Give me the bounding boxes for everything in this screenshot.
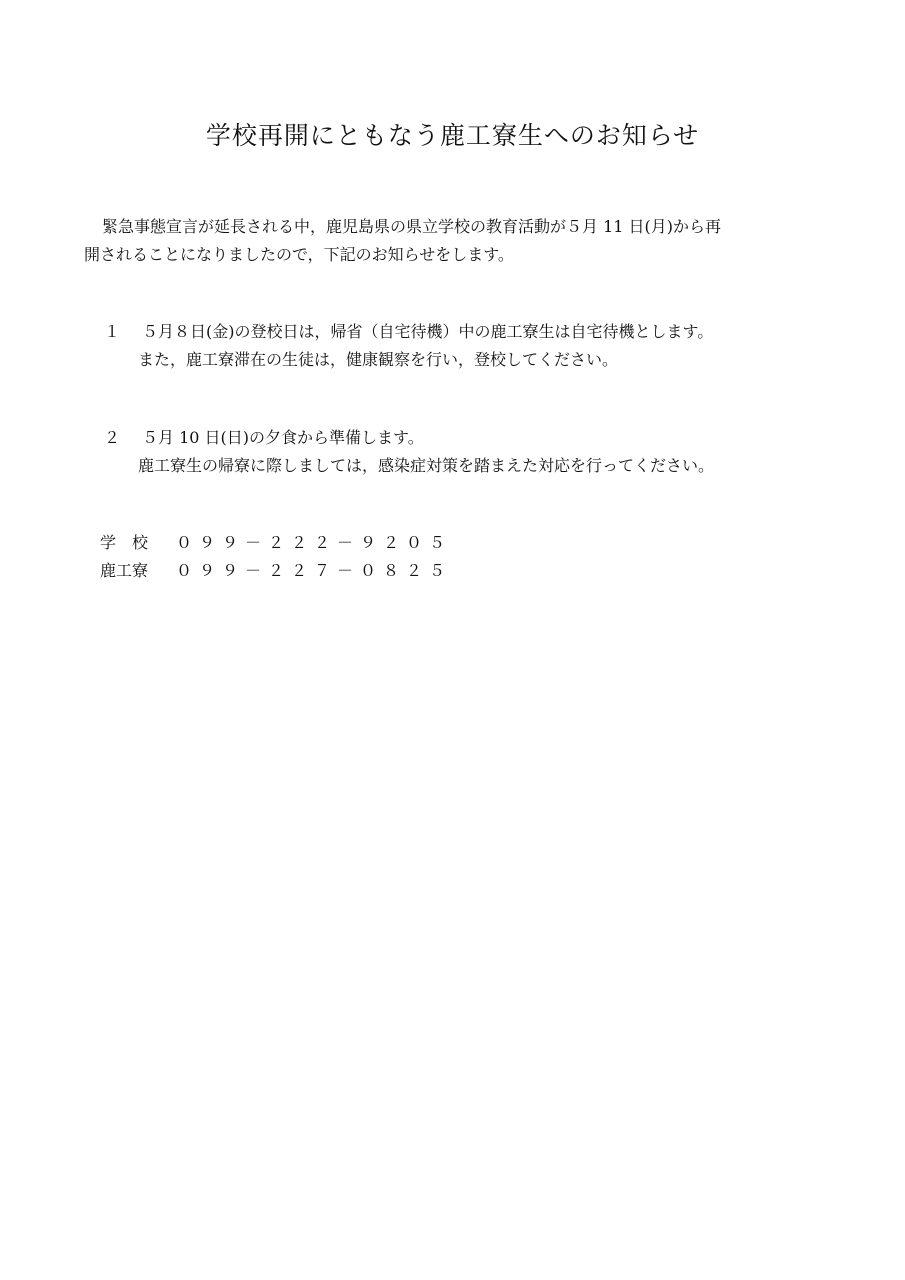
contact-label: 鹿工寮 [100,561,149,580]
contact-phone: ０９９－２２７－０８２５ [176,561,453,580]
item-line-1: ５月 10 日(日)の夕食から準備します。 [142,428,424,447]
intro-line-2: 開されることになりましたので，下記のお知らせをします。 [84,245,514,264]
intro-line-1: 緊急事態宣言が延長される中，鹿児島県の県立学校の教育活動が５月 11 日(月)から再 [102,217,722,236]
contact-row-dorm [100,557,452,585]
item-line-2: 鹿工寮生の帰寮に際しましては，感染症対策を踏まえた対応を行ってください。 [138,456,715,475]
contact-label: 学 校 [100,533,149,552]
item-number: ２ [104,428,121,447]
page-title: 学校再開にともなう鹿工寮生へのお知らせ [205,121,700,150]
notice-item-1 [104,318,824,374]
contact-list [100,529,452,585]
item-line-1: ５月８日(金)の登校日は，帰省（自宅待機）中の鹿工寮生は自宅待機とします。 [142,322,714,341]
item-number: １ [104,322,121,341]
contact-phone: ０９９－２２２－９２０５ [176,533,453,552]
item-line-2: また，鹿工寮滞在の生徒は，健康観察を行い，登校してください。 [138,350,619,369]
contact-row-school [100,529,452,557]
notice-item-2 [104,424,824,480]
intro-paragraph [84,213,819,269]
